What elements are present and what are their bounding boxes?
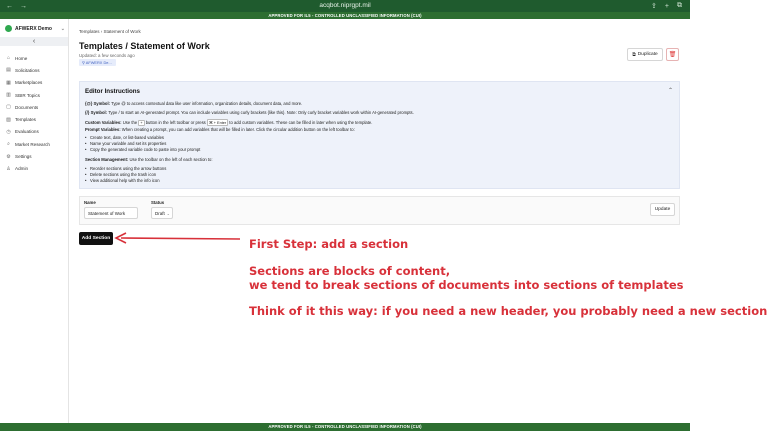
search-icon: ⌕	[7, 141, 10, 148]
copy-icon: ⧉	[632, 52, 636, 58]
sidebar-item-label: Market Research	[15, 141, 50, 147]
sidebar-item-documents[interactable]	[0, 101, 68, 113]
evaluation-icon: ◷	[6, 128, 11, 135]
store-icon: ▦	[6, 79, 11, 86]
instruction-text: Type @ to access contextual data like user information, organization details, document data, and more.	[110, 101, 303, 106]
list-item: • View additional help with the info icon	[90, 178, 160, 183]
instruction-custom-variables	[85, 119, 372, 126]
instructions-heading[interactable]: Editor Instructions	[85, 88, 141, 95]
instruction-at-symbol	[85, 101, 302, 106]
address-bar[interactable]: acqbot.niprgpt.mil	[319, 2, 371, 9]
annotation-rule-of-thumb: Think of it this way: if you need a new header, you probably need a new section	[249, 304, 767, 318]
home-icon: ⌂	[6, 55, 11, 62]
status-label: Status	[151, 200, 165, 205]
status-select[interactable]	[151, 207, 173, 219]
instruction-section-management	[85, 157, 213, 162]
sidebar-item-label: Documents	[15, 104, 39, 110]
tabs-overview-icon[interactable]: ⧉	[677, 2, 682, 9]
delete-button[interactable]	[666, 48, 679, 61]
gear-icon: ⚙	[6, 153, 11, 160]
annotation-first-step: First Step: add a section	[249, 237, 409, 251]
instruction-text: Use the	[121, 120, 139, 125]
chevron-down-icon: ⌄	[166, 211, 170, 216]
sidebar-item-label: Admin	[15, 166, 29, 172]
instruction-slash-symbol	[85, 110, 414, 115]
forward-icon[interactable]: →	[20, 2, 27, 10]
instruction-term: {/} Symbol:	[85, 110, 108, 115]
duplicate-label: Duplicate	[637, 52, 658, 57]
annotation-arrow	[112, 228, 242, 248]
template-name-input[interactable]: Statement of Work	[84, 207, 138, 219]
browser-toolbar	[0, 0, 690, 12]
sidebar-item-label: Solicitations	[15, 67, 40, 73]
collapse-caret-icon[interactable]: ⌃	[667, 88, 673, 94]
collapse-sidebar-button[interactable]: ‹	[0, 37, 68, 46]
classification-banner-top: APPROVED FOR IL5 - CONTROLLED UNCLASSIFIED INFORMATION (CUI)	[0, 12, 690, 19]
list-item: • Copy the generated variable code to paste into your prompt	[90, 147, 200, 152]
sidebar-item-label: Evaluations	[15, 129, 39, 135]
update-button[interactable]: Update	[650, 203, 675, 216]
org-tag-badge	[79, 59, 116, 66]
instruction-term: Section Management:	[85, 157, 129, 162]
sidebar-item-label: Marketplaces	[15, 80, 43, 86]
browser-actions	[651, 0, 682, 12]
sidebar-item-settings[interactable]	[0, 150, 68, 162]
new-tab-icon[interactable]: +	[664, 2, 669, 10]
instruction-text: When creating a prompt, you can add variables that will be filled in later. Click the circular addition button on the left toolbar to:	[120, 127, 355, 132]
sidebar-nav	[0, 52, 68, 175]
list-item: • Reorder sections using the arrow buttons	[90, 166, 166, 171]
annotation-arrow-shaft	[121, 238, 240, 239]
org-name: AFWERX Demo	[15, 25, 52, 32]
sidebar-item-evaluations[interactable]	[0, 126, 68, 138]
name-label: Name	[84, 200, 96, 205]
list-item: • Create text, date, or list-based variables	[90, 135, 164, 140]
sidebar	[0, 19, 69, 423]
sidebar-item-label: SBIR Topics	[15, 92, 40, 98]
sidebar-item-market-research[interactable]	[0, 138, 68, 150]
document-icon: ▢	[6, 104, 11, 111]
sidebar-item-label: Templates	[15, 117, 36, 123]
sidebar-item-solicitations[interactable]	[0, 64, 68, 76]
back-icon[interactable]: ←	[6, 2, 13, 10]
duplicate-button[interactable]	[627, 48, 663, 61]
annotation-sections-definition: Sections are blocks of content,	[249, 264, 451, 278]
sidebar-item-admin[interactable]	[0, 163, 68, 175]
instruction-text: to add custom variables. These can be filled in later when using the template.	[228, 120, 373, 125]
share-icon[interactable]: ⇪	[651, 3, 657, 10]
status-value: Draft	[155, 211, 165, 216]
instruction-term: {@} Symbol:	[85, 101, 111, 106]
user-icon: ♙	[6, 165, 11, 172]
instruction-term: Prompt Variables:	[85, 127, 121, 132]
list-item: • Delete sections using the trash icon	[90, 172, 156, 177]
sidebar-item-label: Settings	[15, 154, 32, 160]
instruction-term: Custom Variables:	[85, 120, 122, 125]
file-list-icon: ▤	[6, 67, 11, 74]
plus-key: +	[140, 121, 143, 125]
sidebar-item-label: Home	[15, 55, 28, 61]
breadcrumb[interactable]: Templates › Statement of Work	[79, 29, 141, 34]
instruction-text: button in the left toolbar or press	[144, 120, 207, 125]
updated-timestamp: Updated: a few seconds ago	[79, 53, 135, 58]
annotation-sections-explanation: we tend to break sections of documents into sections of templates	[249, 278, 684, 292]
sidebar-item-sbir-topics[interactable]	[0, 89, 68, 101]
list-item: • Name your variable and set its properties	[90, 141, 166, 146]
instruction-prompt-variables	[85, 127, 355, 132]
page-title: Templates / Statement of Work	[79, 41, 210, 51]
shortcut-key: ⌘ + Enter	[208, 121, 227, 125]
org-tag-label: AFWERX De...	[85, 60, 112, 65]
sidebar-item-templates[interactable]	[0, 113, 68, 125]
editor-instructions-panel	[79, 81, 680, 189]
instruction-text: Use the toolbar on the left of each section to:	[128, 157, 213, 162]
template-icon: ▧	[6, 116, 11, 123]
topics-icon: ▥	[6, 92, 11, 99]
org-switcher[interactable]	[5, 22, 65, 35]
org-logo-icon	[5, 25, 12, 32]
classification-banner-bottom: APPROVED FOR IL5 - CONTROLLED UNCLASSIFIED INFORMATION (CUI)	[0, 423, 690, 431]
add-section-button[interactable]: Add Section	[79, 232, 113, 245]
instruction-text: Type / to start an AI-generated prompt. You can include variables using curly brackets {like this}. Note: Only curly bracket variables work within AI-generated prompts.	[107, 110, 414, 115]
tag-icon: ⚲	[82, 60, 85, 65]
chevron-down-icon: ⌄	[60, 25, 65, 32]
trash-icon: 🗑	[668, 52, 677, 58]
sidebar-item-home[interactable]	[0, 52, 68, 64]
sidebar-item-marketplaces[interactable]	[0, 77, 68, 89]
